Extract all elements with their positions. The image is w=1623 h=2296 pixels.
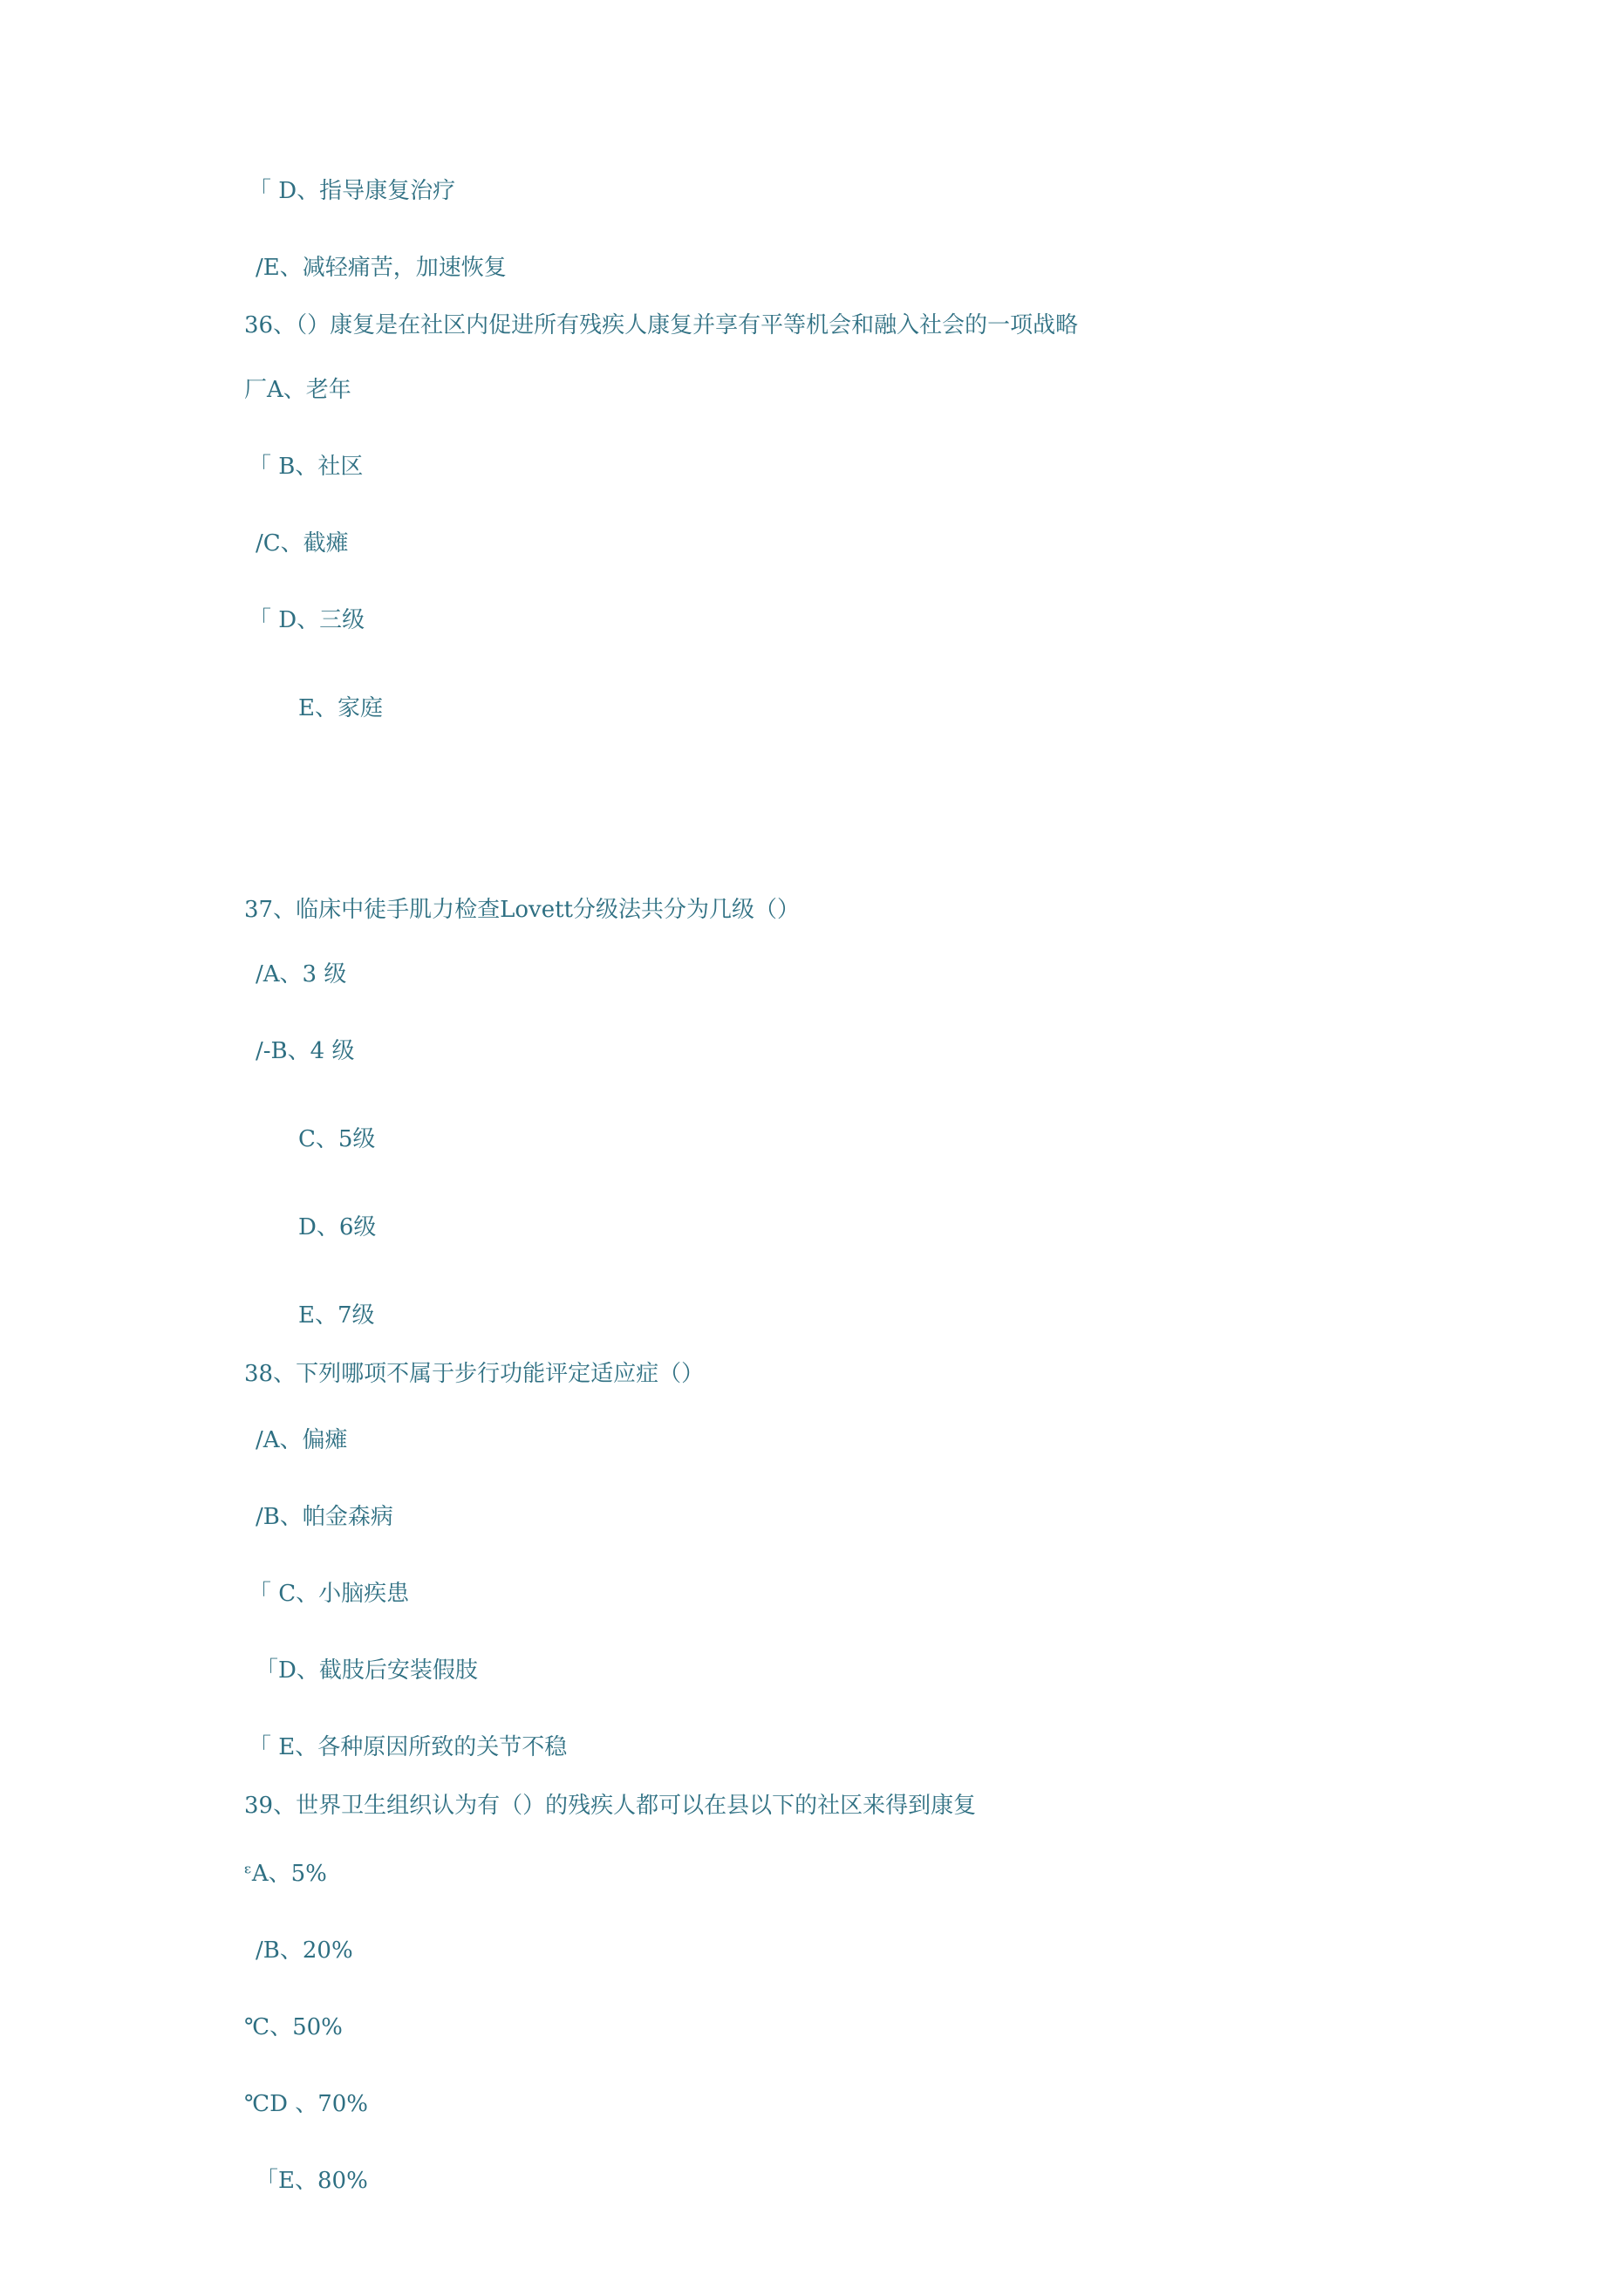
q38-option-a: /A、偏瘫 <box>256 1427 348 1453</box>
q35-option-e: /E、减轻痛苦，加速恢复 <box>256 255 507 281</box>
q35-option-d: 「 D、指导康复治疗 <box>249 178 456 204</box>
q38-option-d: 「D、截肢后安装假肢 <box>256 1657 478 1684</box>
q36-option-e: E、家庭 <box>298 695 383 721</box>
q39-option-a: ᵋA、5% <box>244 1861 327 1887</box>
q36-option-a: 厂A、老年 <box>244 377 351 403</box>
q39-option-e: 「E、80% <box>256 2168 368 2194</box>
question-37: 37、临床中徒手肌力检查Lovett分级法共分为几级（） <box>244 897 800 923</box>
q37-option-e: E、7级 <box>298 1302 375 1329</box>
q39-option-d: ℃D 、70% <box>244 2091 368 2117</box>
q36-option-b: 「 B、社区 <box>249 454 364 480</box>
question-39: 39、世界卫生组织认为有（）的残疾人都可以在县以下的社区来得到康复 <box>244 1793 977 1819</box>
q37-option-c: C、5级 <box>298 1126 376 1152</box>
q36-option-c: /C、截瘫 <box>256 530 349 557</box>
q36-option-d: 「 D、三级 <box>249 607 365 633</box>
question-36: 36、（）康复是在社区内促进所有残疾人康复并享有平等机会和融入社会的一项战略 <box>244 312 1079 338</box>
q37-option-a: /A、3 级 <box>256 961 347 987</box>
q39-option-c: ℃、50% <box>244 2014 343 2040</box>
q38-option-c: 「 C、小脑疾患 <box>249 1581 410 1607</box>
q39-option-b: /B、20% <box>256 1937 353 1964</box>
q37-option-b: /-B、4 级 <box>256 1038 355 1064</box>
question-38: 38、下列哪项不属于步行功能评定适应症（） <box>244 1361 705 1387</box>
q38-option-e: 「 E、各种原因所致的关节不稳 <box>249 1734 568 1760</box>
q38-option-b: /B、帕金森病 <box>256 1504 393 1530</box>
q37-option-d: D、6级 <box>298 1214 377 1240</box>
